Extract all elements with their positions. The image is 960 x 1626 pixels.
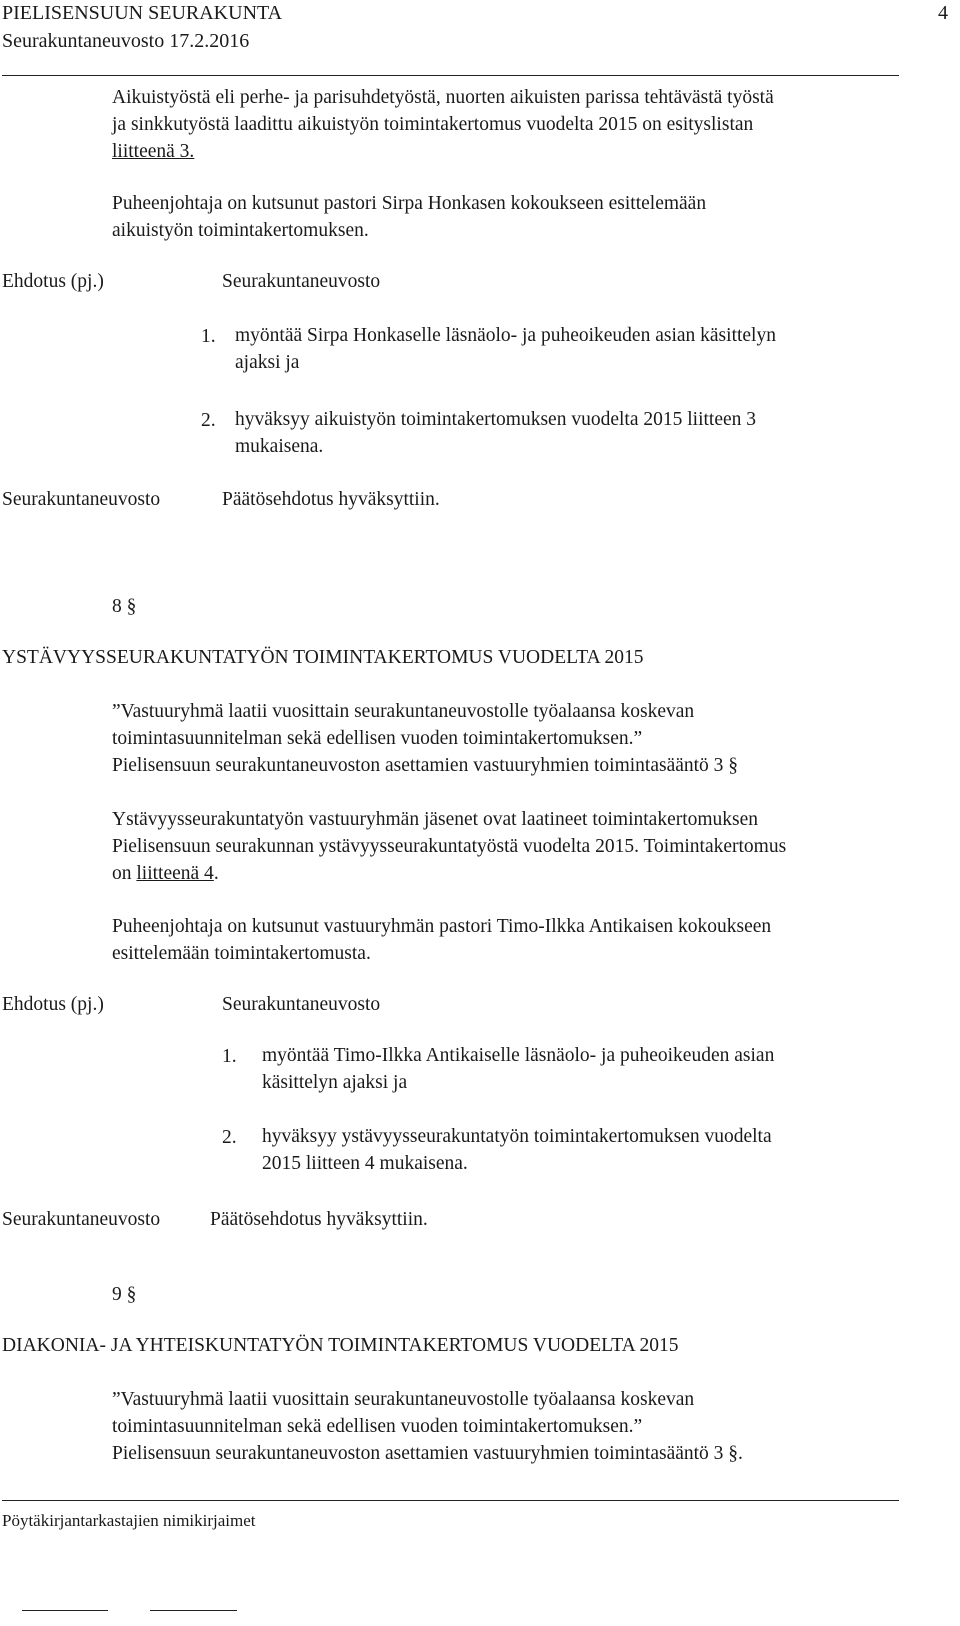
s8-quote: [112, 698, 738, 779]
s7-invite-line: Puheenjohtaja on kutsunut pastori Sirpa Honkasen kokoukseen esittelemään: [112, 193, 707, 214]
s9-section-number: 9 §: [112, 1284, 137, 1305]
s8-item-2-line: 2015 liitteen 4 mukaisena.: [262, 1153, 468, 1174]
s8-title: YSTÄVYYSSEURAKUNTATYÖN TOIMINTAKERTOMUS VUODELTA 2015: [2, 647, 644, 668]
s7-proposal-label: Ehdotus (pj.): [2, 271, 104, 292]
s8-quote-line: toimintasuunnitelman sekä edellisen vuoden toimintakertomuksen.”: [112, 728, 643, 749]
s7-proposal-body: Seurakuntaneuvosto: [222, 271, 381, 292]
s7-item-1-line: myöntää Sirpa Honkaselle läsnäolo- ja puheoikeuden asian käsittelyn: [235, 325, 776, 346]
s8-item-1-number: 1.: [222, 1046, 237, 1067]
s8-body-prefix: on: [112, 863, 137, 884]
s9-quote-line: toimintasuunnitelman sekä edellisen vuoden toimintakertomuksen.”: [112, 1416, 643, 1437]
s8-invite-line: esittelemään toimintakertomusta.: [112, 943, 371, 964]
s7-decision-label: Seurakuntaneuvosto: [2, 489, 161, 510]
s8-item-1: [262, 1042, 774, 1096]
s8-body-last-line: [112, 860, 786, 887]
initials-line: [150, 1610, 237, 1611]
header-org: PIELISENSUUN SEURAKUNTA: [2, 2, 283, 24]
s9-quote-line: ”Vastuuryhmä laatii vuosittain seurakuntaneuvostolle työalaansa koskevan: [112, 1389, 695, 1410]
s8-decision-text: Päätösehdotus hyväksyttiin.: [210, 1209, 428, 1230]
s7-decision-text: Päätösehdotus hyväksyttiin.: [222, 489, 440, 510]
s9-quote-line: Pielisensuun seurakuntaneuvoston asettamien vastuuryhmien toimintasääntö 3 §.: [112, 1443, 743, 1464]
header-rule: [2, 75, 899, 76]
s7-item-1-line: ajaksi ja: [235, 352, 300, 373]
s8-proposal-body: Seurakuntaneuvosto: [222, 994, 381, 1015]
header-meeting: Seurakuntaneuvosto 17.2.2016: [2, 30, 250, 52]
s8-invite-paragraph: [112, 913, 771, 967]
s7-invite-paragraph: [112, 190, 706, 244]
s8-item-1-line: myöntää Timo-Ilkka Antikaiselle läsnäolo- ja puheoikeuden asian: [262, 1045, 775, 1066]
s9-title: DIAKONIA- JA YHTEISKUNTATYÖN TOIMINTAKERTOMUS VUODELTA 2015: [2, 1335, 679, 1356]
attachment-link-4[interactable]: liitteenä 4: [136, 863, 214, 884]
s8-item-2-line: hyväksyy ystävyysseurakuntatyön toimintakertomuksen vuodelta: [262, 1126, 772, 1147]
s8-section-number: 8 §: [112, 596, 137, 617]
footer-label: Pöytäkirjantarkastajien nimikirjaimet: [2, 1511, 256, 1530]
s7-intro-line: ja sinkkutyöstä laadittu aikuistyön toimintakertomus vuodelta 2015 on esityslistan: [112, 114, 754, 135]
s8-proposal-label: Ehdotus (pj.): [2, 994, 104, 1015]
s8-item-1-line: käsittelyn ajaksi ja: [262, 1072, 408, 1093]
s8-item-2-number: 2.: [222, 1127, 237, 1148]
s7-intro-line: Aikuistyöstä eli perhe- ja parisuhdetyöstä, nuorten aikuisten parissa tehtävästä työstä: [112, 87, 774, 108]
s8-quote-line: Pielisensuun seurakuntaneuvoston asettamien vastuuryhmien toimintasääntö 3 §: [112, 755, 739, 776]
s8-body-paragraph: [112, 806, 786, 887]
page-number: 4: [938, 2, 948, 24]
s8-decision-label: Seurakuntaneuvosto: [2, 1209, 161, 1230]
initials-line: [22, 1610, 108, 1611]
s8-item-2: [262, 1123, 772, 1177]
s7-intro-paragraph: [112, 84, 774, 165]
s8-body-suffix: .: [213, 863, 219, 884]
attachment-link-3[interactable]: liitteenä 3.: [112, 141, 195, 162]
s9-quote: [112, 1386, 743, 1467]
s7-item-2-line: mukaisena.: [235, 436, 324, 457]
s8-body-line: Pielisensuun seurakunnan ystävyysseurakuntatyöstä vuodelta 2015. Toimintakertomus: [112, 836, 787, 857]
s8-invite-line: Puheenjohtaja on kutsunut vastuuryhmän pastori Timo-Ilkka Antikaisen kokoukseen: [112, 916, 772, 937]
s7-item-2-line: hyväksyy aikuistyön toimintakertomuksen vuodelta 2015 liitteen 3: [235, 409, 757, 430]
s8-body-line: Ystävyysseurakuntatyön vastuuryhmän jäsenet ovat laatineet toimintakertomuksen: [112, 809, 759, 830]
s7-item-2: [235, 406, 756, 460]
footer-rule: [2, 1500, 899, 1501]
s7-item-1: [235, 322, 776, 376]
s7-invite-line: aikuistyön toimintakertomuksen.: [112, 220, 369, 241]
s7-item-2-number: 2.: [201, 410, 216, 431]
s7-item-1-number: 1.: [201, 326, 216, 347]
s8-quote-line: ”Vastuuryhmä laatii vuosittain seurakuntaneuvostolle työalaansa koskevan: [112, 701, 695, 722]
